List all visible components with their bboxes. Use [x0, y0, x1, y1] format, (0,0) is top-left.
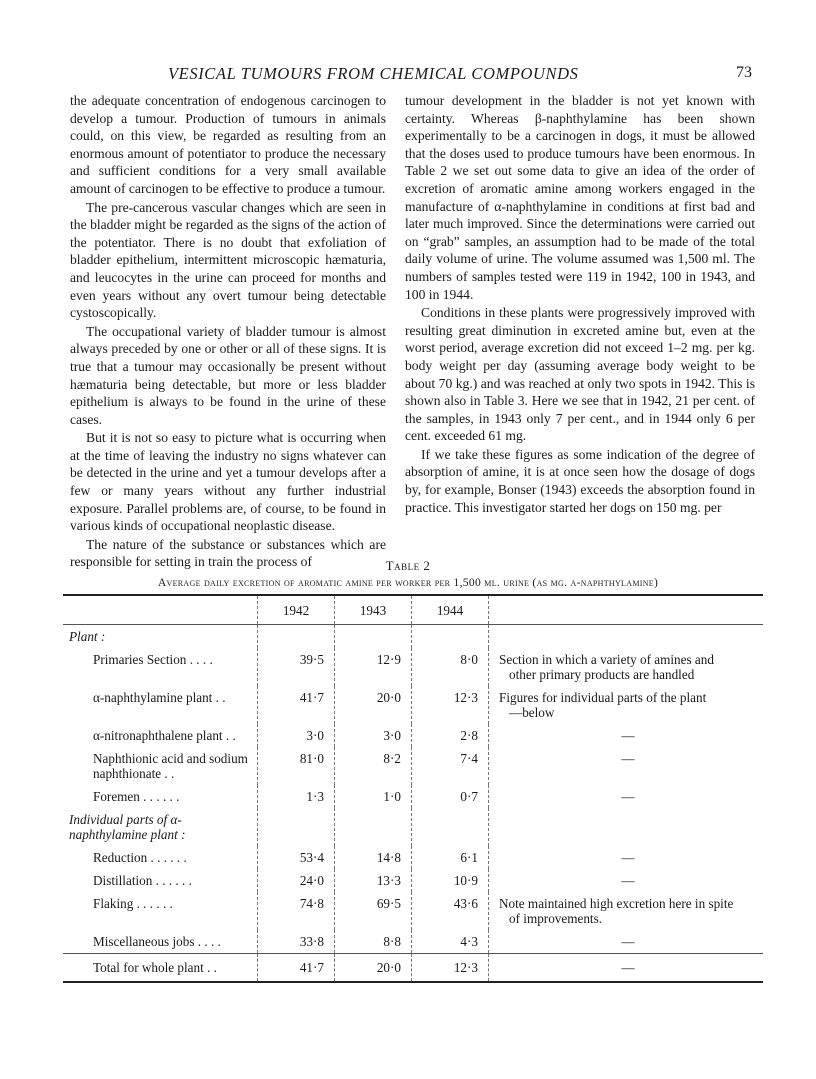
- row-label: α-nitronaphthalene plant . .: [93, 728, 236, 743]
- column-header: 1944: [412, 595, 489, 625]
- row-label: Primaries Section . . . .: [93, 652, 213, 667]
- row-note-cont: other primary products are handled: [509, 667, 695, 682]
- row-label: Total for whole plant . .: [93, 960, 217, 975]
- cell-value: 12·9: [335, 648, 412, 686]
- cell-value: 33·8: [258, 930, 335, 954]
- row-note: —: [621, 873, 635, 888]
- row-label: Foremen . . . . . .: [93, 789, 180, 804]
- column-header: [489, 595, 764, 625]
- row-note: —: [621, 789, 635, 804]
- cell-value: 8·2: [335, 747, 412, 785]
- table-row: [63, 648, 763, 686]
- paragraph: The pre-cancerous vascular changes which are seen in the bladder might be regarded as the signs of the action of the potentiator. There is no doubt that exfoliation of bladder epithelium, intermittent microscopic hæmaturia, and leucocytes in the urine can proceed for months and even years without any overt tumour being detectable cystoscopically.: [70, 199, 386, 321]
- row-note: —: [621, 850, 635, 865]
- section-row: [63, 625, 763, 649]
- section-label: Individual parts of α-naphthylamine plant :: [69, 812, 186, 842]
- row-label: Reduction . . . . . .: [93, 850, 187, 865]
- table-header-row: [63, 595, 763, 625]
- row-note: Note maintained high excretion here in spite: [499, 896, 734, 911]
- row-note: Figures for individual parts of the plant: [499, 690, 707, 705]
- page-number: 73: [736, 64, 752, 81]
- row-note-cont: —below: [509, 705, 555, 720]
- cell-value: 13·3: [335, 869, 412, 892]
- right-column: [405, 92, 755, 517]
- cell-value: 43·6: [412, 892, 489, 930]
- cell-value: 8·8: [335, 930, 412, 954]
- row-note: Section in which a variety of amines and: [499, 652, 714, 667]
- row-label: Miscellaneous jobs . . . .: [93, 934, 221, 949]
- cell-value: 81·0: [258, 747, 335, 785]
- data-table: [63, 594, 763, 983]
- paragraph: Conditions in these plants were progressively improved with resulting great diminution in excreted amine but, even at the worst period, average excretion did not exceed 1–2 mg. per kg. body weight per day (assuming average body weight to be about 70 kg.) and was reached at only two spots in 1942. This is shown also in Table 3. Here we see that in 1942, 21 per cent. of the samples, in 1943 only 7 per cent., and in 1944 only 6 per cent. exceeded 61 mg.: [405, 305, 755, 444]
- left-column: [70, 92, 386, 572]
- cell-value: 14·8: [335, 846, 412, 869]
- column-header: [63, 595, 258, 625]
- cell-value: 7·4: [412, 747, 489, 785]
- cell-value: 41·7: [258, 686, 335, 724]
- cell-value: 20·0: [335, 686, 412, 724]
- cell-value: 6·1: [412, 846, 489, 869]
- row-label: α-naphthylamine plant . .: [93, 690, 226, 705]
- cell-value: 3·0: [258, 724, 335, 747]
- cell-value: 39·5: [258, 648, 335, 686]
- paragraph: The nature of the substance or substances which are responsible for setting in train the process of: [70, 536, 386, 570]
- row-note: —: [621, 934, 635, 949]
- table-row: [63, 785, 763, 808]
- cell-value: 41·7: [258, 954, 335, 983]
- cell-value: 74·8: [258, 892, 335, 930]
- row-note: —: [621, 960, 635, 975]
- row-note-cont: of improvements.: [509, 911, 603, 926]
- table-row: [63, 724, 763, 747]
- table-row: [63, 892, 763, 930]
- section-label: Plant :: [69, 629, 106, 644]
- cell-value: 20·0: [335, 954, 412, 983]
- cell-value: 12·3: [412, 954, 489, 983]
- cell-value: 12·3: [412, 686, 489, 724]
- cell-value: 3·0: [335, 724, 412, 747]
- cell-value: 0·7: [412, 785, 489, 808]
- cell-value: 53·4: [258, 846, 335, 869]
- cell-value: 1·0: [335, 785, 412, 808]
- row-note: —: [621, 728, 635, 743]
- cell-value: 1·3: [258, 785, 335, 808]
- table-title: Table 2: [385, 558, 431, 573]
- table-row: [63, 954, 763, 983]
- section-row: [63, 808, 763, 846]
- cell-value: 10·9: [412, 869, 489, 892]
- paragraph: tumour development in the bladder is not yet known with certainty. Whereas β-naphthylamine has been shown experimentally to be a carcinogen in dogs, it must be allowed that the doses used to produce tumours have been enormous. In Table 2 we set out some data to give an idea of the order of excretion of aromatic amine among workers engaged in the manufacture of α-naphthylamine in conditions at first bad and later much improved. Since the determinations were carried out on “grab” samples, an assumption had to be made of the total daily volume of urine. The volume assumed was 1,500 ml. The numbers of samples tested were 119 in 1942, 100 in 1943, and 100 in 1944.: [405, 93, 755, 302]
- column-header: 1942: [258, 595, 335, 625]
- cell-value: 2·8: [412, 724, 489, 747]
- paragraph: The occupational variety of bladder tumour is almost always preceded by one or other or all of these signs. It is true that a tumour may occasionally be present without hæmaturia being detectable, but more or less bladder epithelium is always to be found in the urine of these cases.: [70, 323, 386, 427]
- running-title: VESICAL TUMOURS FROM CHEMICAL COMPOUNDS: [168, 64, 579, 83]
- row-label: Flaking . . . . . .: [93, 896, 173, 911]
- table-row: [63, 686, 763, 724]
- cell-value: 8·0: [412, 648, 489, 686]
- column-header: 1943: [335, 595, 412, 625]
- cell-value: 24·0: [258, 869, 335, 892]
- row-label: Naphthionic acid and sodium naphthionate . .: [93, 751, 248, 781]
- cell-value: 69·5: [335, 892, 412, 930]
- table-caption: Average daily excretion of aromatic amine per worker per 1,500 ml. urine (as mg. α-naphthylamine): [157, 576, 659, 589]
- paragraph: the adequate concentration of endogenous carcinogen to develop a tumour. Production of tumours in animals could, on this view, be regarded as resulting from an enormous amount of potentiator to produce the necessary and sufficient conditions for a very small available amount of carcinogen to be effective to produce a tumour.: [70, 93, 386, 196]
- paragraph: But it is not so easy to picture what is occurring when at the time of leaving the industry no signs whatever can be detected in the urine and yet a tumour develops after a few or many years without any further industrial exposure. Parallel problems are, of course, to be found in various kinds of occupational neoplastic disease.: [70, 430, 386, 534]
- paragraph: If we take these figures as some indication of the degree of absorption of amine, it is at once seen how the dosage of dogs by, for example, Bonser (1943) exceeds the absorption found in practice. This investigator started her dogs on 150 mg. per: [405, 446, 755, 515]
- table-row: [63, 869, 763, 892]
- table-row: [63, 747, 763, 785]
- table-row: [63, 930, 763, 954]
- row-label: Distillation . . . . . .: [93, 873, 192, 888]
- cell-value: 4·3: [412, 930, 489, 954]
- row-note: —: [621, 751, 635, 766]
- table-row: [63, 846, 763, 869]
